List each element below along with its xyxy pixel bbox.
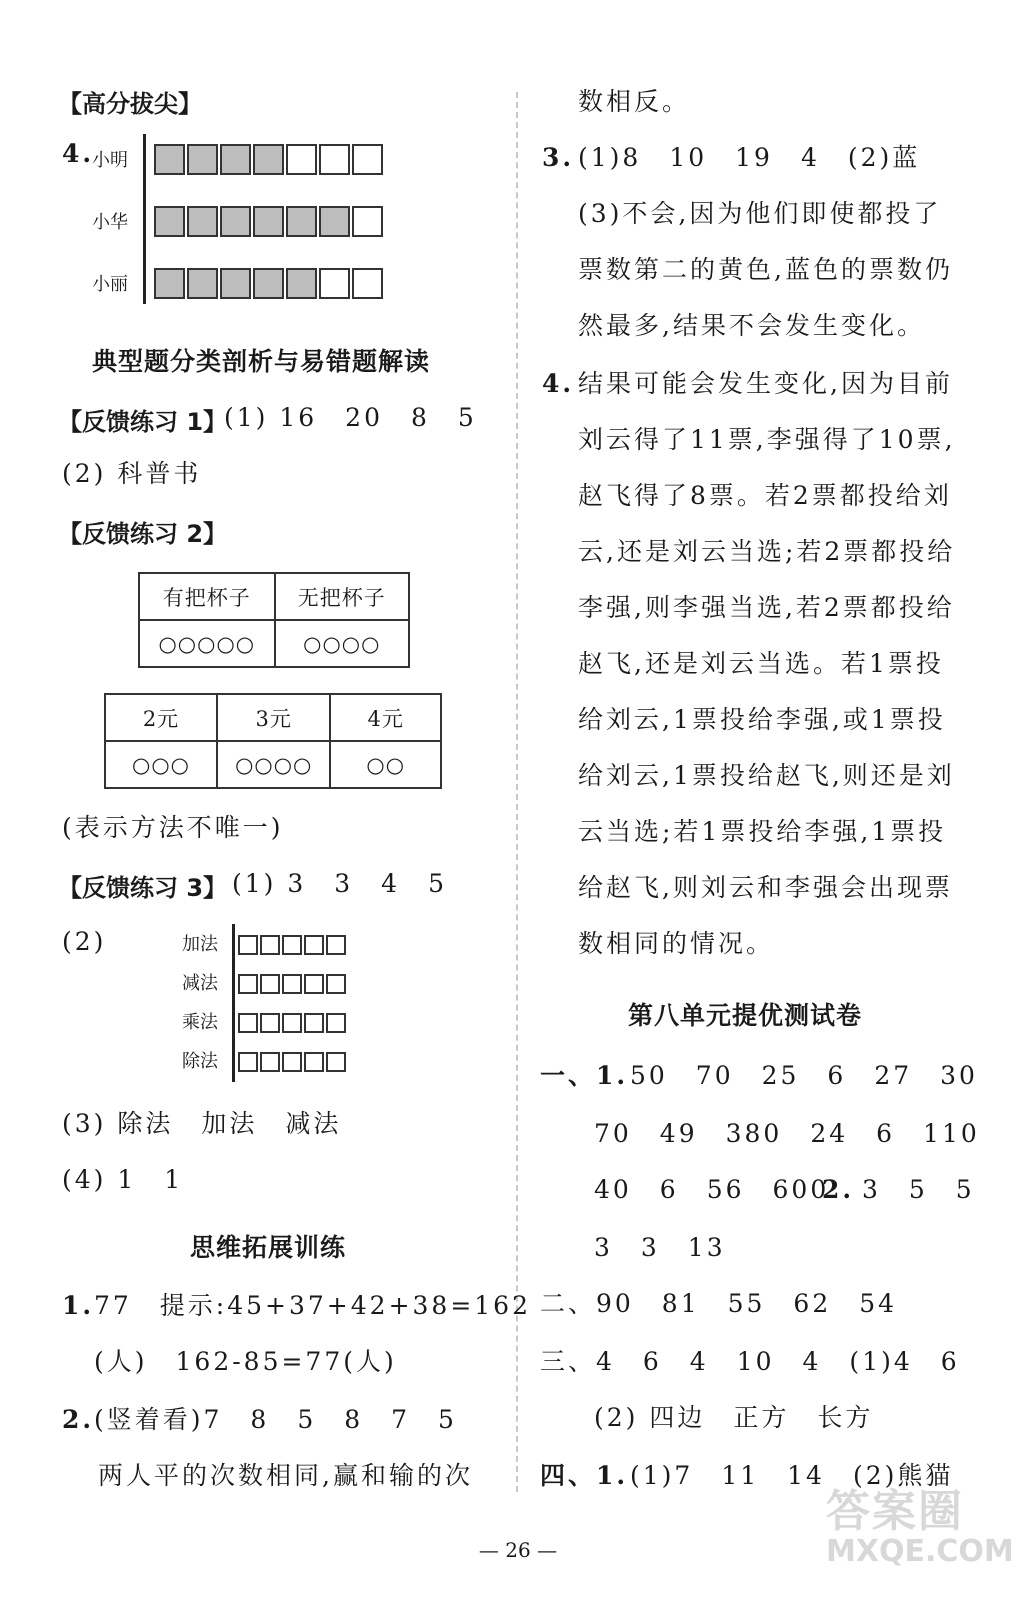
part1-line3: 40 6 56 600 (594, 1175, 830, 1204)
empty-cell (352, 268, 383, 299)
box (260, 974, 280, 994)
column-divider (516, 92, 518, 1492)
operations-axis (232, 924, 235, 1082)
operation-label: 加法 (182, 934, 218, 955)
box (238, 935, 258, 955)
box (282, 1013, 302, 1033)
box (282, 1052, 302, 1072)
box (326, 1052, 346, 1072)
watermark-url: MXQE.COM (826, 1534, 1014, 1569)
heading-typical-problems: 典型题分类剖析与易错题解读 (92, 347, 431, 376)
s1-number: 1. (62, 1291, 95, 1320)
part3-line1: 三、4 6 4 10 4 (1)4 6 (540, 1347, 960, 1376)
part4-prefix: 四、 (540, 1461, 597, 1490)
q4-line: 赵飞得了8票。若2票都投给刘 (578, 481, 952, 510)
filled-cell (253, 268, 284, 299)
feedback-3-label: 【反馈练习 3】 (58, 874, 228, 902)
q4-line: 给刘云,1票投给赵飞,则还是刘 (578, 761, 955, 790)
chart-row-label: 小明 (92, 150, 128, 171)
table-cell: ○○○○ (217, 741, 330, 788)
q3-number: 3. (542, 143, 575, 172)
empty-cell (352, 144, 383, 175)
filled-cell (154, 144, 185, 175)
table-header: 4元 (330, 694, 441, 741)
q4-line: 云,还是刘云当选;若2票都投给 (578, 537, 956, 566)
box (326, 935, 346, 955)
box (304, 974, 324, 994)
empty-cell (352, 206, 383, 237)
chart-row-cells (154, 268, 385, 299)
box (282, 935, 302, 955)
box (238, 974, 258, 994)
empty-cell (286, 144, 317, 175)
page-number: — 26 — (478, 1538, 558, 1562)
empty-cell (319, 144, 350, 175)
price-table (104, 693, 442, 789)
operation-label: 减法 (182, 973, 218, 994)
part1-line2: 70 49 380 24 6 110 (594, 1119, 980, 1148)
q4-line: 给刘云,1票投给李强,或1票投 (578, 705, 946, 734)
part1-number2: 2. (822, 1175, 855, 1204)
r-line0: 数相反。 (578, 87, 691, 116)
operation-label: 乘法 (182, 1012, 218, 1033)
table-cell: ○○ (330, 741, 441, 788)
feedback-3-part4: (4) 1 1 (62, 1165, 184, 1194)
watermark-logo (826, 1488, 1014, 1568)
box (326, 974, 346, 994)
part1-line1: 50 70 25 6 27 30 (630, 1061, 978, 1090)
q4-line: 云当选;若1票投给李强,1票投 (578, 817, 947, 846)
box (282, 974, 302, 994)
operation-boxes (238, 974, 348, 994)
operation-label: 除法 (182, 1051, 218, 1072)
box (304, 935, 324, 955)
filled-cell (286, 268, 317, 299)
s2-line1: (竖着看)7 8 5 8 7 5 (94, 1405, 457, 1434)
part2-line: 二、90 81 55 62 54 (540, 1289, 898, 1318)
q4-line: 刘云得了11票,李强得了10票, (578, 425, 956, 454)
filled-cell (220, 206, 251, 237)
feedback-3-part3: (3) 除法 加法 减法 (62, 1109, 342, 1138)
table-cell: ○○○○○ (139, 620, 275, 667)
filled-cell (220, 144, 251, 175)
cup-table (138, 572, 410, 668)
part1-prefix: 一、 (540, 1061, 597, 1090)
feedback-3-part2: (2) (62, 927, 107, 956)
table-cell: ○○○○ (275, 620, 409, 667)
chart-row-label: 小丽 (92, 274, 128, 295)
box (326, 1013, 346, 1033)
heading-unit8-test: 第八单元提优测试卷 (628, 1001, 863, 1030)
filled-cell (286, 206, 317, 237)
part1-line4: 3 3 13 (594, 1233, 726, 1262)
part3-line2: (2) 四边 正方 长方 (594, 1403, 874, 1432)
operation-boxes (238, 1013, 348, 1033)
box (238, 1052, 258, 1072)
q3-line1: (1)8 10 19 4 (2)蓝 (578, 143, 921, 172)
table-cell: ○○○ (105, 741, 217, 788)
q4-line: 数相同的情况。 (578, 929, 775, 958)
q4-line: 李强,则李强当选,若2票都投给 (578, 593, 955, 622)
filled-cell (253, 206, 284, 237)
s1-line2: (人) 162-85=77(人) (94, 1347, 397, 1376)
box (304, 1013, 324, 1033)
empty-cell (319, 268, 350, 299)
filled-cell (187, 268, 218, 299)
chart-row-cells (154, 144, 385, 175)
feedback-1-label: 【反馈练习 1】 (58, 408, 228, 436)
feedback-1-line2: (2) 科普书 (62, 459, 202, 488)
q3-line3: 票数第二的黄色,蓝色的票数仍 (578, 255, 953, 284)
q3-line4: 然最多,结果不会发生变化。 (578, 311, 925, 340)
filled-cell (187, 144, 218, 175)
operation-boxes (238, 935, 348, 955)
section-label-high-score: 【高分拔尖】 (58, 90, 202, 118)
feedback-3-answers: (1) 3 3 4 5 (232, 869, 447, 898)
q4-line: 赵飞,还是刘云当选。若1票投 (578, 649, 944, 678)
question-4-number: 4. (62, 139, 95, 168)
feedback-2-label: 【反馈练习 2】 (58, 520, 228, 548)
part1-number: 1. (596, 1061, 629, 1090)
q4-number: 4. (542, 369, 575, 398)
q4-line: 给赵飞,则刘云和李强会出现票 (578, 873, 953, 902)
box (238, 1013, 258, 1033)
filled-cell (154, 268, 185, 299)
part1-line3b: 3 5 5 (862, 1175, 975, 1204)
filled-cell (187, 206, 218, 237)
note-not-unique: (表示方法不唯一) (62, 813, 284, 842)
filled-cell (154, 206, 185, 237)
feedback-1-answers: (1) 16 20 8 5 (224, 403, 477, 432)
table-header: 无把杯子 (275, 573, 409, 620)
filled-cell (253, 144, 284, 175)
watermark-text: 答案圈 (826, 1486, 964, 1537)
chart-row-cells (154, 206, 385, 237)
box (260, 1013, 280, 1033)
box (304, 1052, 324, 1072)
operation-boxes (238, 1052, 348, 1072)
table-header: 2元 (105, 694, 217, 741)
s2-number: 2. (62, 1405, 95, 1434)
part4-line: (1)7 11 14 (2)熊猫 (630, 1461, 954, 1490)
chart-row-label: 小华 (92, 212, 128, 233)
s2-line2: 两人平的次数相同,赢和输的次 (98, 1461, 473, 1490)
part4-number: 1. (596, 1461, 629, 1490)
filled-cell (220, 268, 251, 299)
box (260, 935, 280, 955)
q3-line2: (3)不会,因为他们即使都投了 (578, 199, 942, 228)
q4-line: 结果可能会发生变化,因为目前 (578, 369, 953, 398)
filled-cell (319, 206, 350, 237)
table-header: 3元 (217, 694, 330, 741)
box (260, 1052, 280, 1072)
table-header: 有把杯子 (139, 573, 275, 620)
s1-line1: 77 提示:45+37+42+38=162 (94, 1291, 531, 1320)
heading-thinking-training: 思维拓展训练 (190, 1233, 347, 1262)
chart-axis (143, 134, 146, 304)
